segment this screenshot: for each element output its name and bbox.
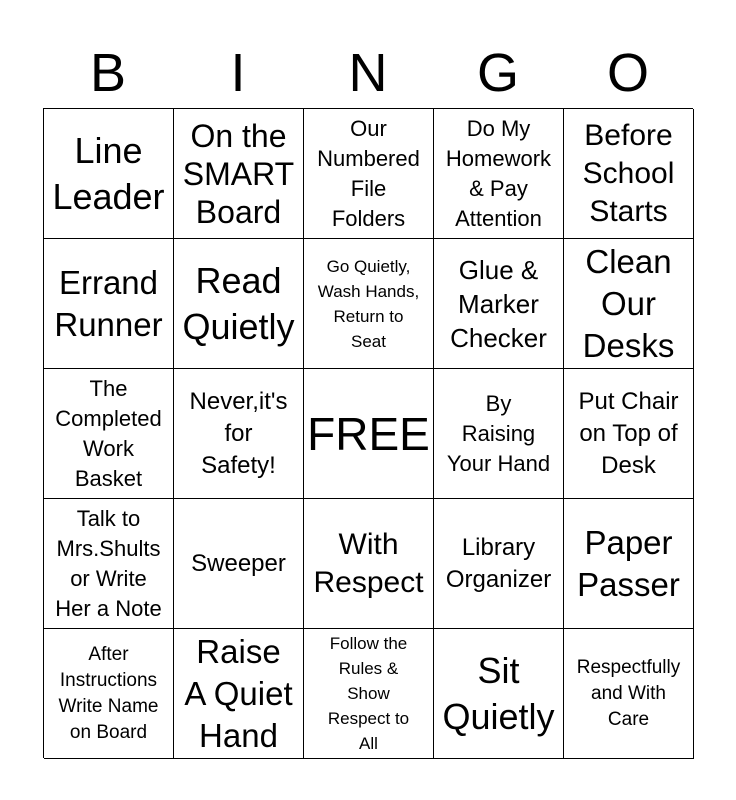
bingo-cell-text: After Instructions Write Name on Board [58, 643, 159, 743]
bingo-cell-r3c2[interactable] [174, 369, 304, 499]
bingo-cell-r5c4[interactable] [434, 629, 564, 759]
bingo-cell-r4c4[interactable] [434, 499, 564, 629]
bingo-cell-text: With Respect [313, 527, 424, 599]
bingo-cell-r5c1[interactable] [44, 629, 174, 759]
bingo-cell-text: Do My Homework & Pay Attention [445, 115, 552, 231]
bingo-cell-text: Our Numbered File Folders [317, 115, 420, 231]
bingo-cell-text: Never,it's for Safety! [189, 387, 288, 479]
bingo-cell-text: Line Leader [52, 129, 165, 217]
bingo-cell-r2c2[interactable] [174, 239, 304, 369]
header-letter-g: G [476, 43, 519, 103]
header-letter-o: O [606, 43, 649, 103]
bingo-cell-text: Go Quietly, Wash Hands, Return to Seat [317, 256, 420, 351]
bingo-cell-text: Raise A Quiet Hand [184, 632, 293, 754]
bingo-cell-text: Read Quietly [182, 259, 295, 347]
bingo-cell-text: Before School Starts [582, 118, 675, 228]
bingo-cell-text: Put Chair on Top of Desk [578, 387, 679, 479]
bingo-cell-text: Clean Our Desks [582, 242, 675, 364]
bingo-cell-r3c5[interactable] [564, 369, 694, 499]
bingo-cell-r2c3[interactable] [304, 239, 434, 369]
bingo-cell-r2c4[interactable] [434, 239, 564, 369]
header-letter-n: N [348, 43, 388, 103]
bingo-cell-text: The Completed Work Basket [55, 375, 162, 491]
bingo-cell-r2c1[interactable] [44, 239, 174, 369]
bingo-cell-text: Talk to Mrs.Shults or Write Her a Note [55, 505, 162, 621]
bingo-cell-r3c1[interactable] [44, 369, 174, 499]
bingo-cell-r1c5[interactable] [564, 109, 694, 239]
free-space-label: FREE [307, 407, 430, 460]
bingo-board [43, 108, 693, 758]
bingo-cell-text: Respectfully and With Care [576, 656, 681, 730]
bingo-cell-r3c4[interactable] [434, 369, 564, 499]
bingo-cell-text: Errand Runner [54, 263, 163, 343]
bingo-cell-r5c5[interactable] [564, 629, 694, 759]
header-letter-i: I [230, 43, 246, 103]
bingo-cell-text: Library Organizer [445, 533, 552, 593]
header-letter-b: B [89, 43, 127, 103]
bingo-header [43, 38, 693, 108]
bingo-cell-r4c5[interactable] [564, 499, 694, 629]
bingo-cell-r4c1[interactable] [44, 499, 174, 629]
bingo-cell-r5c3[interactable] [304, 629, 434, 759]
bingo-cell-text: Sit Quietly [442, 649, 555, 737]
bingo-cell-r4c2[interactable] [174, 499, 304, 629]
bingo-cell-r2c5[interactable] [564, 239, 694, 369]
bingo-cell-text: Paper Passer [577, 523, 680, 603]
bingo-cell-free[interactable] [304, 369, 434, 499]
bingo-cell-r1c1[interactable] [44, 109, 174, 239]
bingo-cell-text: Follow the Rules & Show Respect to All [327, 634, 410, 753]
bingo-cell-text: Glue & Marker Checker [450, 254, 547, 353]
bingo-cell-r1c3[interactable] [304, 109, 434, 239]
bingo-cell-text: Sweeper [191, 549, 286, 577]
bingo-cell-r5c2[interactable] [174, 629, 304, 759]
bingo-cell-r1c2[interactable] [174, 109, 304, 239]
bingo-cell-text: By Raising Your Hand [446, 390, 551, 476]
bingo-cell-r1c4[interactable] [434, 109, 564, 239]
bingo-cell-text: On the SMART Board [182, 117, 295, 230]
bingo-cell-r4c3[interactable] [304, 499, 434, 629]
